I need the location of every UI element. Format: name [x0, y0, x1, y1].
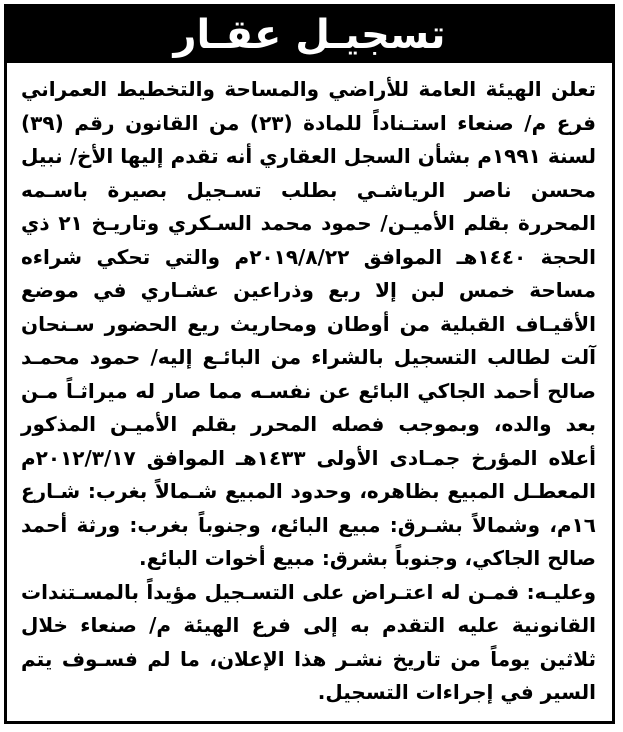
- notice-body: [7, 63, 612, 710]
- notice-paragraph-main: تعلن الهيئة العامة للأراضي والمساحة والتخطيط العمراني فرع م/ صنعاء استـناداً للمادة (٢٣) من القانون رقم (٣٩) لسنة ١٩٩١م بشأن السجل العقاري أنه تقدم إليها الأخ/ نبيل محسن ناصر الرياشـي بطلب تسـجيل بصيرة باسـمه المحررة بقلم الأميـن/ حمود محمد السـكري وتاريـخ ٢١ ذي الحجة ١٤٤٠هـ الموافق ٢٠١٩/٨/٢٢م والتي تحكي شراءه مساحة خمس لبن إلا ربع وذراعين عشـاري في موضع الأقيـاف القبلية من أوطان ومحاريث ريع الحضور سـنحان آلت لطالب التسجيل بالشراء من البائـع إليه/ حمود محمـد صالح أحمد الجاكي البائع عن نفسـه مما صار له ميراثـاً مـن بعد والده، وبموجب فصله المحرر بقلم الأميـن المذكور أعلاه المؤرخ جمـادى الأولى ١٤٣٣هـ الموافق ٢٠١٢/٣/١٧م المعطـل المبيع بظاهره، وحدود المبيع شـمالاً بغرب: شـارع ١٦م، وشمالاً بشـرق: مبيع البائع، وجنوباً بغرب: ورثة أحمد صالح الجاكي، وجنوباً بشرق: مبيع أخوات البائع.: [21, 77, 597, 570]
- notice-box: [4, 4, 615, 724]
- notice-title: تسجيـل عقـار: [7, 7, 612, 63]
- notice-paragraph-objection: وعليـه: فمـن له اعتـراض على التسـجيل مؤيداً بالمسـتندات القانونية عليه التقدم به إلى فرع الهيئة م/ صنعاء خلال ثلاثين يوماً من تاريخ نشـر هذا الإعلان، ما لم فسـوف يتم السير في إجراءات التسجيل.: [21, 579, 596, 704]
